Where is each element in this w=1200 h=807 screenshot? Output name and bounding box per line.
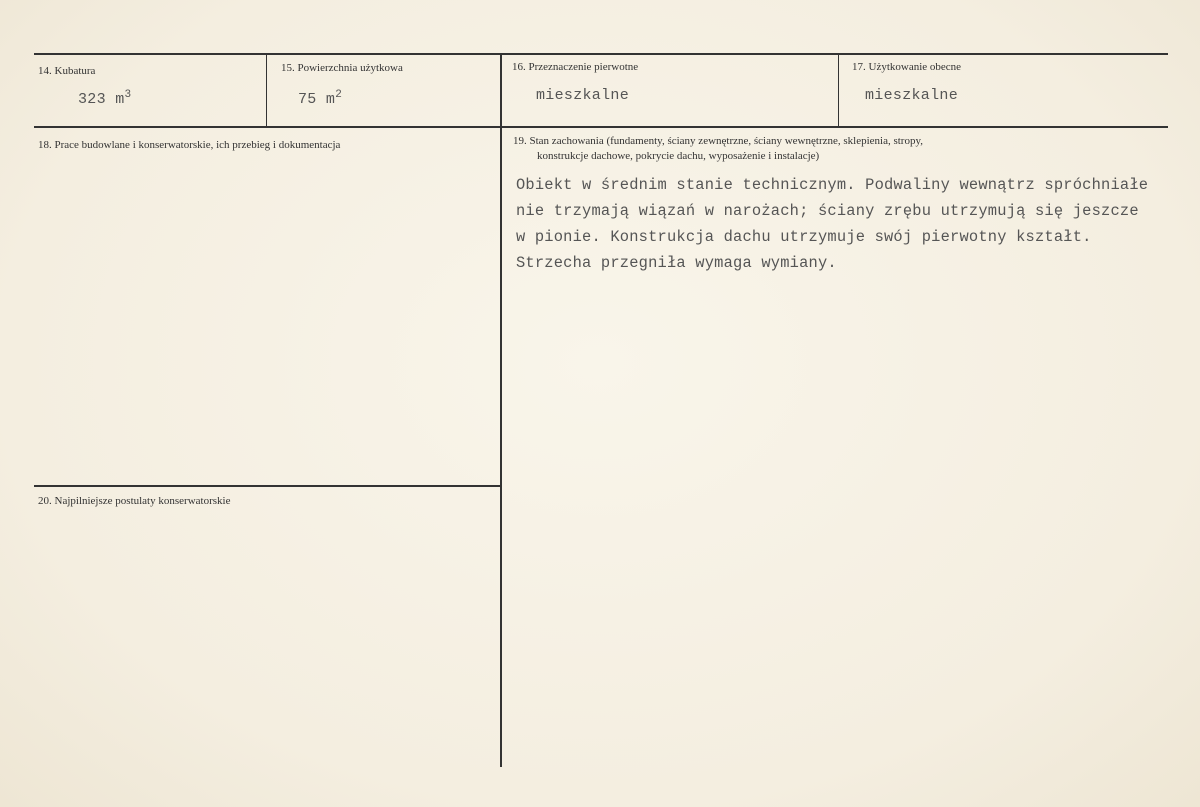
field-16-label: 16. Przeznaczenie pierwotne: [512, 61, 639, 73]
field-15-value-exponent: 2: [335, 89, 343, 101]
field-14-label: 14. Kubatura: [38, 65, 96, 77]
field-19-line: nie trzymają wiązań w narożach; ściany zrębu utrzymują się jeszcze: [516, 202, 1139, 220]
field-19-line: Strzecha przegniła wymaga wymiany.: [516, 254, 837, 272]
field-14-value-exponent: 3: [124, 89, 132, 101]
field-15-label: 15. Powierzchnia użytkowa: [281, 62, 403, 74]
field-15-value-text: 75 m: [298, 91, 336, 108]
field-14-value: [78, 89, 131, 108]
field-16-value: mieszkalne: [536, 87, 630, 104]
field-19-text: [516, 172, 1196, 276]
field-19-line: Obiekt w średnim stanie technicznym. Podwaliny wewnątrz spróchniałe: [516, 176, 1149, 194]
section18-bottom-rule: [34, 485, 500, 487]
field-17-label: 17. Użytkowanie obecne: [852, 61, 962, 73]
field-17-value: mieszkalne: [865, 87, 959, 104]
top-rule: [34, 53, 1168, 55]
field-19-label-line2: konstrukcje dachowe, pokrycie dachu, wyposażenie i instalacje): [537, 150, 820, 162]
field-15-value: [298, 89, 342, 108]
row1-bottom-rule: [34, 126, 1168, 128]
divider-16-17: [838, 55, 839, 126]
field-20-label: 20. Najpilniejsze postulaty konserwatorskie: [38, 495, 231, 507]
field-14-value-text: 323 m: [78, 91, 125, 108]
field-19-label-line1: 19. Stan zachowania (fundamenty, ściany zewnętrzne, ściany wewnętrzne, sklepienia, stropy,: [513, 135, 924, 147]
field-19-line: w pionie. Konstrukcja dachu utrzymuje swój pierwotny kształt.: [516, 228, 1092, 246]
main-vertical-divider: [500, 55, 502, 767]
field-18-label: 18. Prace budowlane i konserwatorskie, ich przebieg i dokumentacja: [38, 139, 341, 151]
divider-14-15: [266, 55, 267, 126]
